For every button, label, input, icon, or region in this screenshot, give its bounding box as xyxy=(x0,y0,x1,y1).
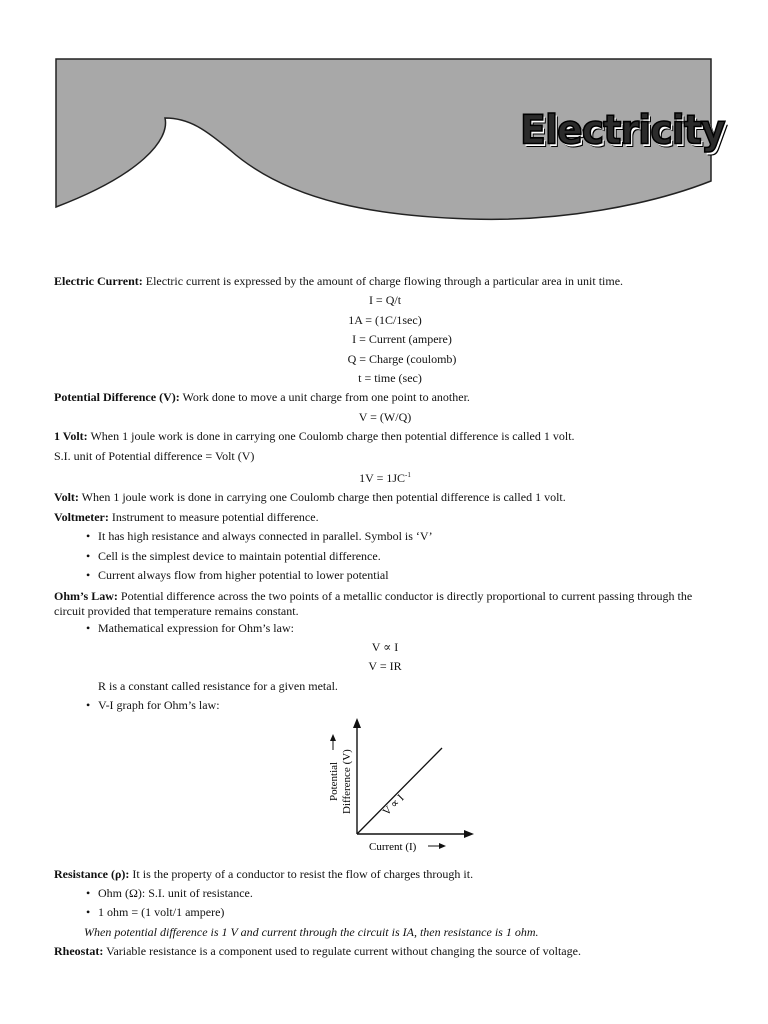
list-item: • V-I graph for Ohm’s law: xyxy=(98,696,716,715)
formula-line: 1A = (1C/1sec) xyxy=(348,312,422,327)
ohms-list xyxy=(54,619,716,638)
x-label-arrowhead xyxy=(439,843,446,849)
resistance-list xyxy=(54,884,716,923)
voltmeter-definition: Voltmeter: Instrument to measure potential difference. xyxy=(54,509,319,524)
y-axis-arrow xyxy=(353,718,361,728)
ohms-note: R is a constant called resistance for a given metal. xyxy=(98,678,338,693)
resistance-note: When potential difference is 1 V and current through the circuit is IA, then resistance is 1 ohm. xyxy=(84,924,539,939)
y-label-1: Potential xyxy=(328,761,340,801)
formula-line: V = IR xyxy=(368,659,402,674)
volt-definition: Volt: When 1 joule work is done in carrying one Coulomb charge then potential difference is called 1 volt. xyxy=(54,490,566,505)
formula-line: Q = Charge (coulomb) xyxy=(347,351,457,366)
resistance-definition: Resistance (ρ): It is the property of a conductor to resist the flow of charges through it. xyxy=(54,866,474,881)
ohms-law-definition: Ohm’s Law: Potential difference across the two points of a metallic conductor is directly proportional to current passing through the circuit provided that temperature remains constant. xyxy=(54,588,693,618)
line-label: V ∝ I xyxy=(380,791,407,818)
vi-graph xyxy=(54,716,716,866)
y-label-2: Difference (V) xyxy=(341,748,353,814)
one-volt-definition: 1 Volt: When 1 joule work is done in carrying one Coulomb charge then potential difference is called 1 volt. xyxy=(54,429,575,444)
potential-difference-definition: Potential Difference (V): Work done to move a unit charge from one point to another. xyxy=(54,390,470,405)
x-label: Current (I) xyxy=(369,840,417,853)
list-item: • Current always flow from higher potential to lower potential xyxy=(98,566,716,585)
formula-line: t = time (sec) xyxy=(358,371,422,386)
formula-line: $1V = 1JC^{-1}$ xyxy=(359,471,411,486)
vi-line xyxy=(357,748,442,834)
document-body xyxy=(54,272,716,962)
formula-line: I = Current (ampere) xyxy=(352,332,452,347)
page-title: Electricity xyxy=(520,106,725,154)
x-axis-arrow xyxy=(464,830,474,838)
formula-line: V ∝ I xyxy=(371,639,399,654)
voltmeter-list xyxy=(54,527,716,585)
rheostat-definition: Rheostat: Variable resistance is a component used to regulate current without changing the source of voltage. xyxy=(54,944,581,959)
si-unit-line: S.I. unit of Potential difference = Volt (V) xyxy=(54,448,255,463)
list-item: • It has high resistance and always connected in parallel. Symbol is ‘V’ xyxy=(98,527,716,546)
list-item: • 1 ohm = (1 volt/1 ampere) xyxy=(98,903,716,922)
graph-list xyxy=(54,696,716,715)
formula-line: I = Q/t xyxy=(368,293,402,308)
list-item: • Mathematical expression for Ohm’s law: xyxy=(98,619,716,638)
electric-current-definition: Electric Current: Electric current is expressed by the amount of charge flowing through a particular area in unit time. xyxy=(54,274,624,288)
vi-graph-svg xyxy=(312,716,482,866)
y-label-arrowhead xyxy=(330,734,336,741)
list-item: • Cell is the simplest device to maintain potential difference. xyxy=(98,547,716,566)
list-item: • Ohm (Ω): S.I. unit of resistance. xyxy=(98,884,716,903)
formula-line: V = (W/Q) xyxy=(358,409,412,424)
